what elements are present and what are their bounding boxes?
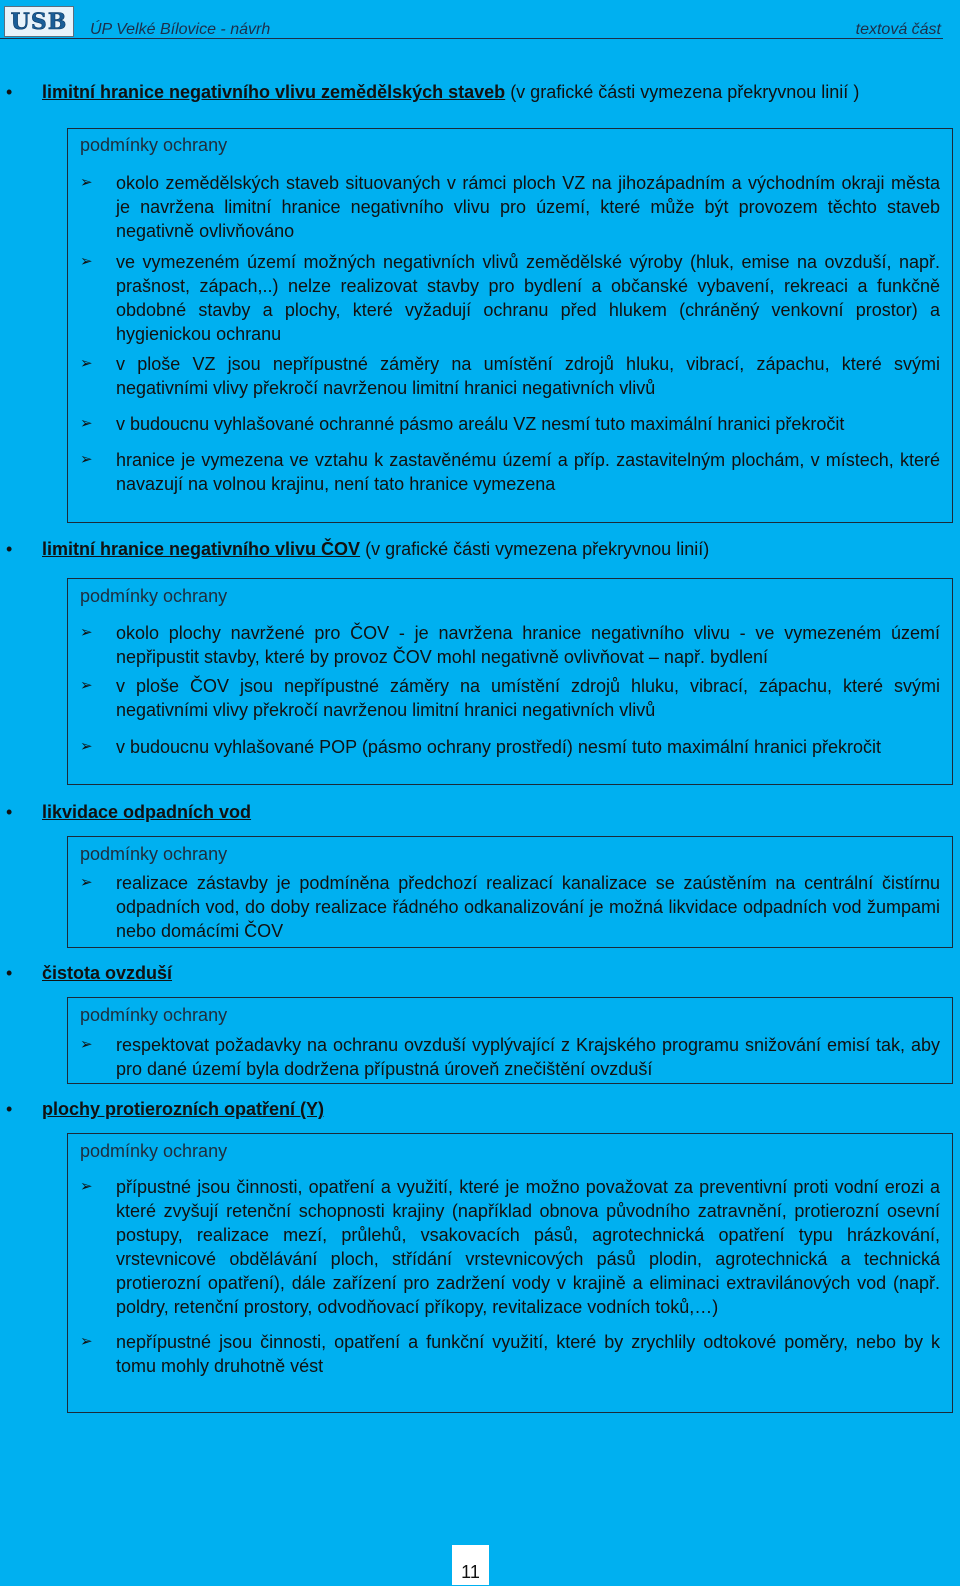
section-title xyxy=(0,961,930,985)
section-title xyxy=(0,800,930,824)
section-heading: plochy protierozních opatření (Y) xyxy=(42,1099,325,1119)
list-item xyxy=(80,250,940,346)
section-wwtp-limit xyxy=(0,537,960,561)
arrow-bullet-icon: ➢ xyxy=(80,1036,93,1053)
section-title xyxy=(0,80,930,104)
arrow-bullet-icon: ➢ xyxy=(80,451,93,468)
bullet-icon: • xyxy=(6,539,13,559)
section-livestock-limit xyxy=(0,80,960,104)
arrow-bullet-icon: ➢ xyxy=(80,1178,93,1195)
conditions-label: podmínky ochrany xyxy=(80,844,228,864)
arrow-bullet-icon: ➢ xyxy=(80,738,93,755)
page-number: 11 xyxy=(452,1545,489,1585)
item-text: přípustné jsou činnosti, opatření a využití, které je možno považovat za preventivní proti vodní erozi a které zvyšují retenční schopnosti krajiny (například obnova původního zatravnění, protierozní osevní postupy, realizace mezí, průlehů, vsakovacích pásů, agrotechnická opatření typu hrázkování, vrstevnicové obdělávání ploch, střídání vrstevnicových pásů plodin, agrotechnická a technická protierozní opatření), dále zařízení pro zadržení vody v krajině a eliminaci extravilánových vod (např. poldry, retenční prostory, odvodňovací příkopy, revitalizace vodních toků,…) xyxy=(116,1177,940,1317)
conditions-label: podmínky ochrany xyxy=(80,1141,228,1161)
section-note: (v grafické části vymezena překryvnou linií) xyxy=(365,539,710,559)
list-item xyxy=(80,674,940,722)
section-heading: limitní hranice negativního vlivu ČOV xyxy=(42,539,361,559)
item-text: v budoucnu vyhlašované ochranné pásmo areálu VZ nesmí tuto maximální hranici překročit xyxy=(116,414,845,434)
list-item xyxy=(80,352,940,400)
list-item xyxy=(80,1330,940,1378)
list-item xyxy=(80,448,940,496)
bullet-icon: • xyxy=(6,82,13,102)
conditions-label: podmínky ochrany xyxy=(80,586,228,606)
section-title xyxy=(0,537,930,561)
list-item xyxy=(80,1033,940,1081)
section-air-quality xyxy=(0,961,960,985)
item-text: okolo zemědělských staveb situovaných v rámci ploch VZ na jihozápadním a východním okraji města je navržena limitní hranice negativního vlivu pro území, které může být provozem těchto staveb negativně ovlivňováno xyxy=(116,173,940,241)
section-note: (v grafické části vymezena překryvnou linií ) xyxy=(510,82,860,102)
item-text: v budoucnu vyhlašované POP (pásmo ochrany prostředí) nesmí tuto maximální hranici překročit xyxy=(116,737,882,757)
arrow-bullet-icon: ➢ xyxy=(80,415,93,432)
item-text: ve vymezeném území možných negativních vlivů zemědělské výroby (hluk, emise na ovzduší, např. prašnost, zápach,..) nelze realizovat stavby pro bydlení a občanské vybavení, rekreaci a funkčně obdobné stavby a plochy, které vyžadují ochranu před hlukem (chráněný venkovní prostor) a hygienickou ochranu xyxy=(116,252,940,344)
item-text: v ploše VZ jsou nepřípustné záměry na umístění zdrojů hluku, vibrací, zápachu, které svými negativními vlivy překročí navrženou limitní hranici negativních vlivů xyxy=(116,354,940,398)
section-heading: likvidace odpadních vod xyxy=(42,802,252,822)
conditions-box xyxy=(67,578,953,785)
list-item xyxy=(80,871,940,943)
logo-text: USB xyxy=(10,8,68,35)
list-item xyxy=(80,171,940,243)
list-item xyxy=(80,1175,940,1319)
logo xyxy=(4,6,74,37)
arrow-bullet-icon: ➢ xyxy=(80,355,93,372)
bullet-icon: • xyxy=(6,802,13,822)
arrow-bullet-icon: ➢ xyxy=(80,677,93,694)
conditions-label: podmínky ochrany xyxy=(80,1005,228,1025)
conditions-box xyxy=(67,1133,953,1413)
bullet-icon: • xyxy=(6,963,13,983)
item-text: v ploše ČOV jsou nepřípustné záměry na umístění zdrojů hluku, vibrací, zápachu, které svými negativními vlivy překročí navrženou limitní hranici negativních vlivů xyxy=(116,676,940,720)
list-item xyxy=(80,735,940,759)
conditions-box xyxy=(67,128,953,523)
section-title xyxy=(0,1097,930,1121)
section-heading: limitní hranice negativního vlivu zemědělských staveb xyxy=(42,82,506,102)
section-erosion xyxy=(0,1097,960,1121)
arrow-bullet-icon: ➢ xyxy=(80,1333,93,1350)
document-part: textová část xyxy=(855,21,941,38)
list-item xyxy=(80,412,940,436)
arrow-bullet-icon: ➢ xyxy=(80,174,93,191)
list-item xyxy=(80,621,940,669)
section-heading: čistota ovzduší xyxy=(42,963,173,983)
item-text: respektovat požadavky na ochranu ovzduší vyplývající z Krajského programu snižování emisí tak, aby pro dané území byla dodržena přípustná úroveň znečištění ovzduší xyxy=(116,1035,940,1079)
item-text: hranice je vymezena ve vztahu k zastavěnému území a příp. zastavitelným plochám, v místech, které navazují na volnou krajinu, není tato hranice vymezena xyxy=(116,450,940,494)
document-title: ÚP Velké Bílovice - návrh xyxy=(90,21,271,38)
conditions-box xyxy=(67,997,953,1084)
bullet-icon: • xyxy=(6,1099,13,1119)
arrow-bullet-icon: ➢ xyxy=(80,253,93,270)
item-text: nepřípustné jsou činnosti, opatření a funkční využití, které by zrychlily odtokové poměry, nebo by k tomu mohly druhotně vést xyxy=(116,1332,940,1376)
conditions-label: podmínky ochrany xyxy=(80,135,228,155)
section-wastewater xyxy=(0,800,960,824)
conditions-box xyxy=(67,836,953,948)
arrow-bullet-icon: ➢ xyxy=(80,624,93,641)
page-header xyxy=(0,0,960,40)
item-text: realizace zástavby je podmíněna předchozí realizací kanalizace se zaústěním na centrální čistírnu odpadních vod, do doby realizace řádného odkanalizování je možná likvidace odpadních vod žumpami nebo domácími ČOV xyxy=(116,873,940,941)
item-text: okolo plochy navržené pro ČOV - je navržena hranice negativního vlivu - ve vymezeném území nepřipustit stavby, které by provoz ČOV mohl negativně ovlivňovat – např. bydlení xyxy=(116,623,940,667)
header-divider xyxy=(0,38,943,39)
arrow-bullet-icon: ➢ xyxy=(80,874,93,891)
